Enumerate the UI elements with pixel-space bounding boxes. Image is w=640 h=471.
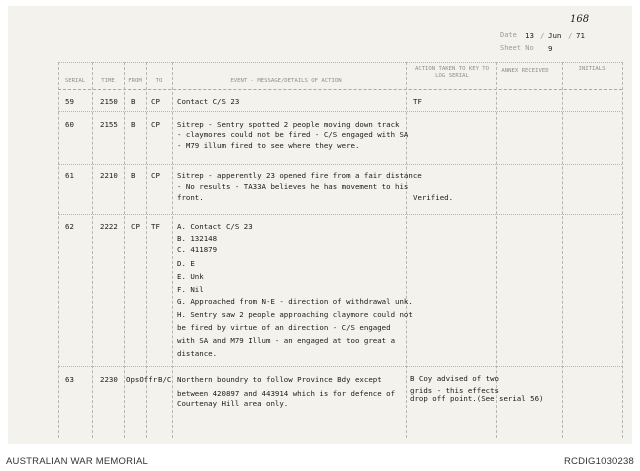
entry-to: CP	[151, 171, 160, 180]
entry-event-line: H. Sentry saw 2 people approaching claymore could not	[177, 310, 413, 319]
entry-serial: 60	[65, 120, 74, 129]
col-to-header: TO	[155, 78, 163, 84]
entry-event-line: be fired by virtue of an direction - C/S engaged	[177, 323, 391, 332]
page-number: 168	[570, 14, 590, 25]
entry-from: B	[131, 171, 136, 180]
col-divider	[562, 62, 563, 438]
date-separator: /	[568, 31, 573, 40]
entry-event-line: between 420897 and 443914 which is for defence of	[177, 389, 396, 398]
col-divider	[58, 62, 59, 438]
entry-action-line: TF	[413, 97, 422, 106]
entry-event-line: C. 411879	[177, 245, 218, 254]
entry-event-line: Sitrep - apperently 23 opened fire from a fair distance	[177, 171, 422, 180]
entry-serial: 63	[65, 375, 74, 384]
date-year: 71	[576, 31, 585, 40]
entry-action-line: drop off point.(See serial 56)	[410, 394, 544, 403]
col-annex-header: ANNEX RECEIVED	[501, 68, 549, 74]
entry-event-line: with SA and M79 Illum - an engaged at too great a	[177, 336, 396, 345]
entry-event-line: - No results - TA33A believes he has movement to his	[177, 182, 409, 191]
col-divider	[124, 62, 125, 438]
entry-event-line: A. Contact C/S 23	[177, 222, 253, 231]
row-separator	[58, 366, 622, 367]
col-serial-header: SERIAL	[64, 78, 86, 84]
col-action-header: ACTION TAKEN TO KEY TO LOG SERIAL	[414, 66, 490, 79]
entry-from: B	[131, 120, 136, 129]
sheet-no-label: Sheet No	[500, 44, 534, 52]
entry-event-line: B. 132148	[177, 234, 218, 243]
entry-time: 2155	[100, 120, 118, 129]
entry-event-line: E. Unk	[177, 272, 204, 281]
entry-from: OpsOffr	[126, 375, 158, 384]
row-separator	[58, 111, 622, 112]
col-divider	[622, 62, 623, 438]
col-time-header: TIME	[101, 78, 115, 84]
entry-event-line: Northern boundry to follow Province Bdy except	[177, 375, 382, 384]
entry-from: CP	[131, 222, 140, 231]
date-month: Jun	[548, 31, 562, 40]
entry-to: B/C	[158, 375, 172, 384]
archive-reference: RCDIG1030238	[564, 456, 634, 467]
entry-event-line: Sitrep - Sentry spotted 2 people moving down track	[177, 120, 400, 129]
entry-event-line: Courtenay Hill area only.	[177, 399, 289, 408]
entry-event-line: D. E	[177, 259, 195, 268]
entry-event-line: F. Nil	[177, 285, 204, 294]
entry-time: 2222	[100, 222, 118, 231]
date-label: Date	[500, 31, 517, 39]
entry-event-line: - claymores could not be fired - C/S engaged with SA	[177, 130, 409, 139]
col-from-header: FROM	[128, 78, 142, 84]
col-divider	[172, 62, 173, 438]
entry-time: 2230	[100, 375, 118, 384]
entry-event-line: - M79 illum fired to see where they were.	[177, 141, 360, 150]
col-remarks-header: INITIALS	[578, 66, 606, 72]
entry-to: CP	[151, 97, 160, 106]
header-top-rule	[58, 62, 622, 63]
archive-credit: AUSTRALIAN WAR MEMORIAL	[6, 456, 149, 467]
row-separator	[58, 214, 622, 215]
date-day: 13	[525, 31, 534, 40]
header-rule	[58, 89, 622, 90]
entry-event-line: Contact C/S 23	[177, 97, 240, 106]
entry-action-line: grids - this effects	[410, 386, 499, 395]
date-separator: /	[540, 31, 545, 40]
entry-serial: 62	[65, 222, 74, 231]
entry-event-line: G. Approached from N-E - direction of withdrawal unk.	[177, 297, 413, 306]
col-event-header: EVENT - MESSAGE/DETAILS OF ACTION	[230, 78, 342, 84]
entry-serial: 61	[65, 171, 74, 180]
entry-time: 2150	[100, 97, 118, 106]
col-divider	[92, 62, 93, 438]
entry-event-line: front.	[177, 193, 204, 202]
entry-to: CP	[151, 120, 160, 129]
entry-from: B	[131, 97, 136, 106]
entry-event-line: distance.	[177, 349, 218, 358]
sheet-no: 9	[548, 44, 553, 53]
row-separator	[58, 164, 622, 165]
entry-serial: 59	[65, 97, 74, 106]
entry-to: TF	[151, 222, 160, 231]
entry-time: 2210	[100, 171, 118, 180]
entry-action-line: B Coy advised of two	[410, 374, 499, 383]
col-divider	[406, 62, 407, 438]
entry-action-line: Verified.	[413, 193, 454, 202]
